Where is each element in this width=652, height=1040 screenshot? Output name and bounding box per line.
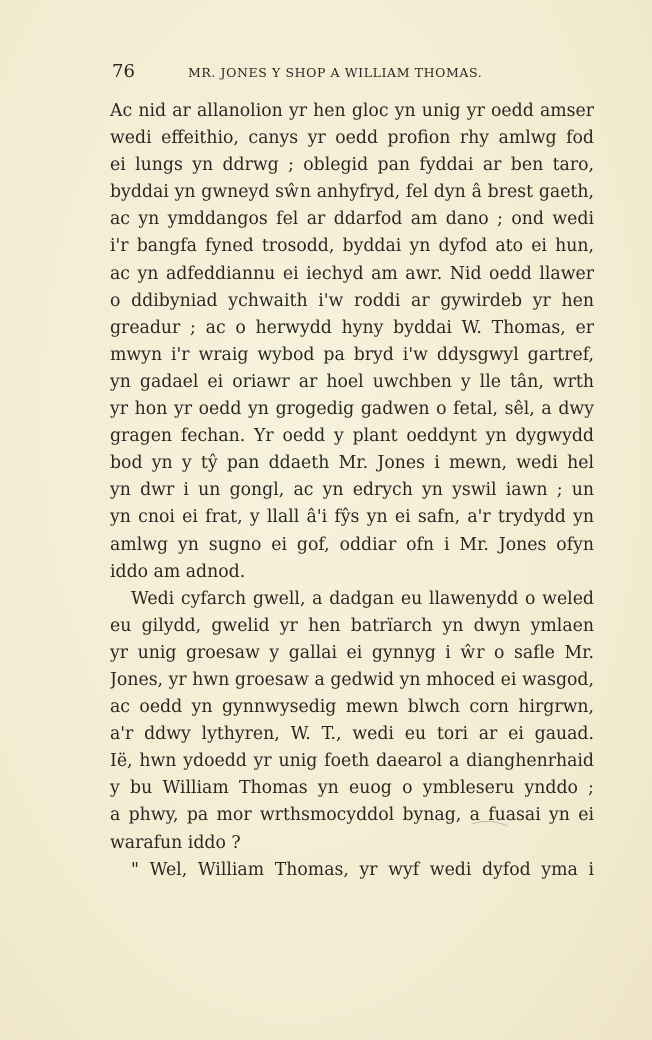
text-line: ac yn adfeddiannu ei iechyd am awr. Nid oedd llawer: [110, 263, 594, 284]
text-line: ac oedd yn gynnwysedig mewn blwch corn hirgrwn,: [110, 697, 594, 718]
text-line: Ac nid ar allanolion yr hen gloc yn unig yr oedd amser: [110, 101, 594, 121]
page-header: [112, 60, 596, 84]
text-line: Jones, yr hwn groesaw a gedwid yn mhoced ei wasgod,: [110, 669, 594, 690]
text-line: eu gilydd, gwelid yr hen batrïarch yn dwyn ymlaen: [110, 615, 594, 636]
text-line: amlwg yn sugno ei gof, oddiar ofn i Mr. Jones ofyn: [110, 534, 594, 555]
text-line: mwyn i'r wraig wybod pa bryd i'w ddysgwyl gartref,: [110, 344, 594, 365]
text-line: a'r ddwy lythyren, W. T., wedi eu tori ar ei gauad.: [110, 724, 594, 745]
text-line: Wedi cyfarch gwell, a dadgan eu llawenydd o weled: [131, 588, 594, 609]
text-line: a phwy, pa mor wrthsmocyddol bynag, a fuasai yn ei: [110, 805, 594, 826]
text-line: iddo am adnod.: [110, 561, 246, 582]
text-line: yr hon yr oedd yn grogedig gadwen o fetal, sêl, a dwy: [110, 399, 594, 420]
running-head: MR. JONES Y SHOP A WILLIAM THOMAS.: [188, 65, 483, 80]
text-line: yn cnoi ei frat, y llall â'i fŷs yn ei safn, a'r trydydd yn: [110, 507, 594, 528]
text-line: o ddibyniad ychwaith i'w roddi ar gywirdeb yr hen: [110, 290, 594, 311]
text-line: byddai yn gwneyd sŵn anhyfryd, fel dyn â brest gaeth,: [110, 182, 594, 203]
text-line: i'r bangfa fyned trosodd, byddai yn dyfod ato ei hun,: [110, 236, 594, 257]
page-number: 76: [112, 61, 135, 82]
text-line: yn dwr i un gongl, ac yn edrych yn yswil iawn ; un: [110, 480, 594, 501]
text-line: Ië, hwn ydoedd yr unig foeth daearol a dianghenrhaid: [110, 751, 594, 772]
text-line: ei lungs yn ddrwg ; oblegid pan fyddai ar ben taro,: [110, 155, 594, 176]
body-text: [110, 98, 594, 884]
text-line: bod yn y tŷ pan ddaeth Mr. Jones i mewn, wedi hel: [110, 453, 594, 474]
text-line: ac yn ymddangos fel ar ddarfod am dano ; ond wedi: [110, 209, 594, 230]
text-line: greadur ; ac o herwydd hyny byddai W. Thomas, er: [110, 317, 594, 338]
text-line: gragen fechan. Yr oedd y plant oeddynt yn dygwydd: [110, 426, 594, 447]
text-line: warafun iddo ?: [110, 832, 241, 853]
text-line: wedi effeithio, canys yr oedd profion rhy amlwg fod: [110, 128, 594, 149]
text-line: yr unig groesaw y gallai ei gynnyg i ŵr o safle Mr.: [110, 642, 594, 663]
text-line: y bu William Thomas yn euog o ymbleseru ynddo ;: [110, 778, 594, 799]
text-line: " Wel, William Thomas, yr wyf wedi dyfod yma i: [131, 859, 594, 880]
text-line: yn gadael ei oriawr ar hoel uwchben y lle tân, wrth: [110, 371, 594, 392]
pencil-mark: [470, 818, 510, 828]
